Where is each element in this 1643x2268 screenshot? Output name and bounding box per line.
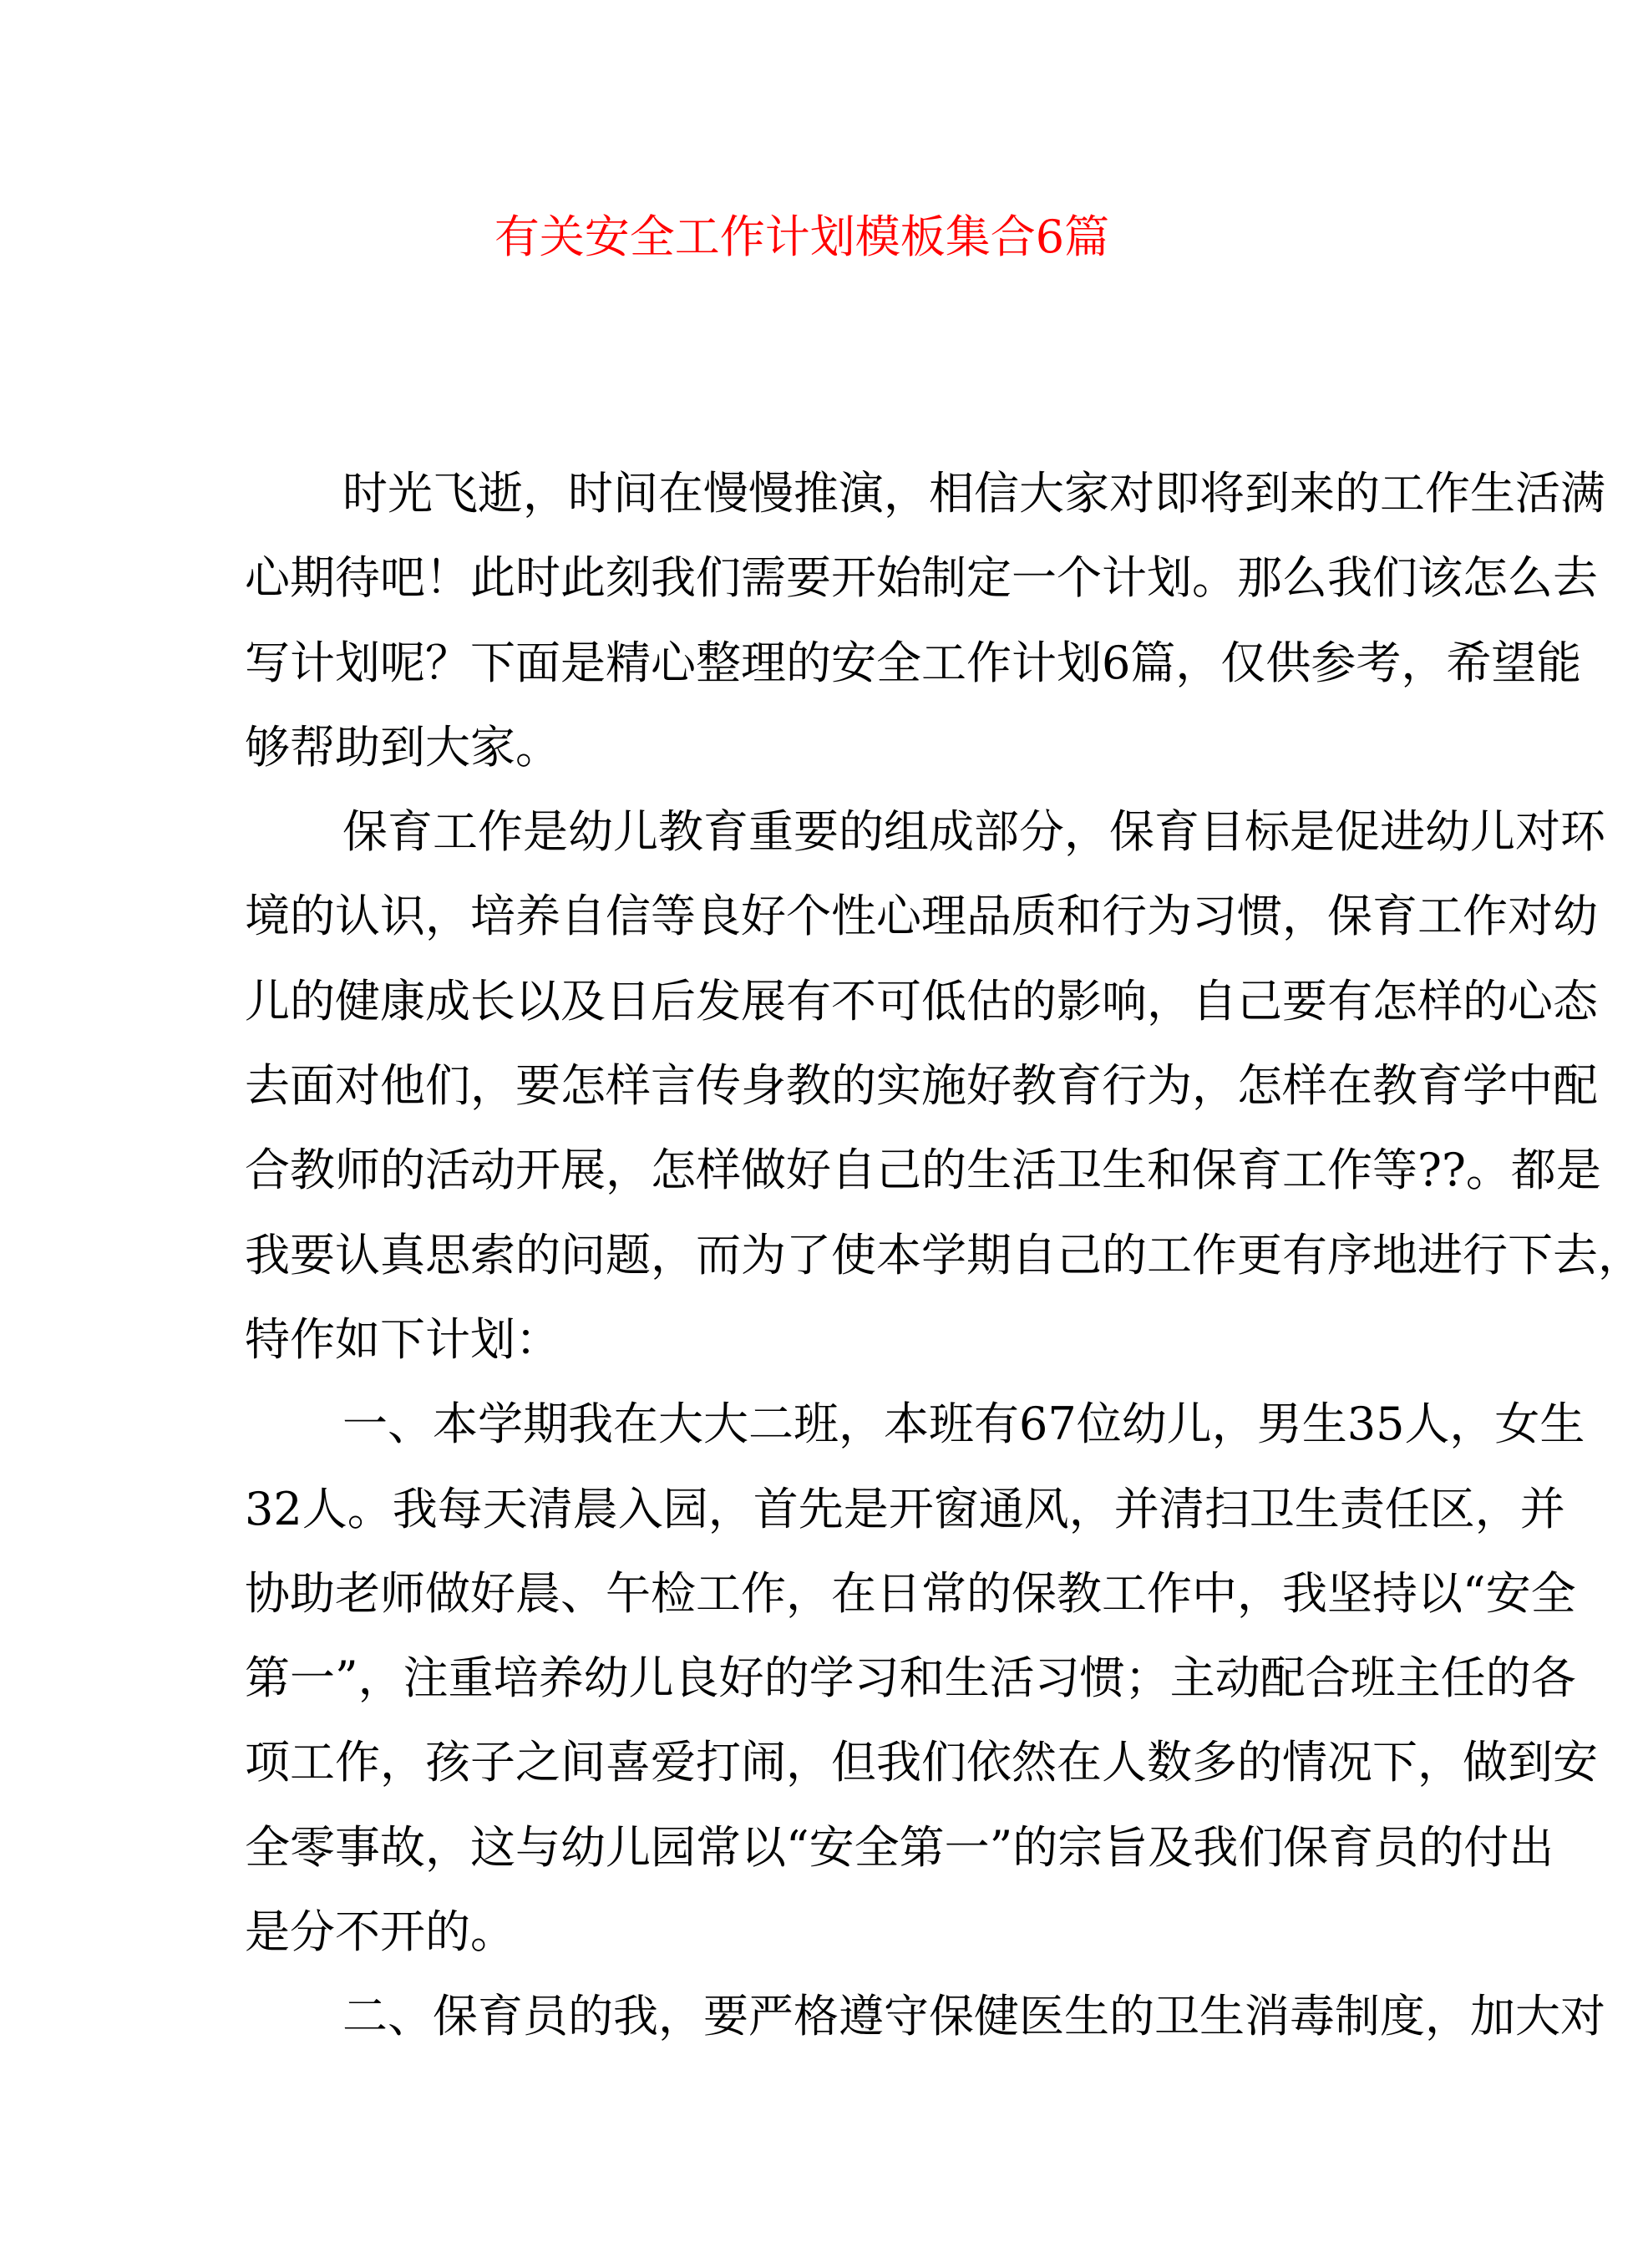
text-line: 32人。我每天清晨入园，首先是开窗通风，并清扫卫生责任区，并	[245, 1482, 1565, 1535]
text-line: 项工作，孩子之间喜爱打闹，但我们依然在人数多的情况下，做到安	[245, 1736, 1598, 1789]
document-title: 有关安全工作计划模板集合6篇	[494, 211, 1110, 263]
text-line: 儿的健康成长以及日后发展有不可低估的影响，自己要有怎样的心态	[245, 974, 1598, 1027]
text-line: 是分不开的。	[245, 1905, 515, 1959]
text-line: 去面对他们，要怎样言传身教的实施好教育行为，怎样在教育学中配	[245, 1059, 1598, 1113]
document-body	[245, 451, 1643, 2059]
text-line: 时光飞逝，时间在慢慢推演，相信大家对即将到来的工作生活满	[342, 467, 1605, 520]
text-line: 保育工作是幼儿教育重要的组成部分，保育目标是促进幼儿对环	[342, 805, 1605, 859]
text-line: 写计划呢？下面是精心整理的安全工作计划6篇，仅供参考，希望能	[245, 636, 1582, 689]
text-line: 心期待吧！此时此刻我们需要开始制定一个计划。那么我们该怎么去	[245, 551, 1598, 605]
paragraph-section-1	[245, 1382, 1598, 1974]
text-line: 特作如下计划：	[245, 1312, 560, 1366]
text-line: 一、本学期我在大大二班，本班有67位幼儿，男生35人，女生	[342, 1398, 1585, 1451]
text-line: 够帮助到大家。	[245, 720, 560, 774]
text-line: 我要认真思索的问题，而为了使本学期自己的工作更有序地进行下去，	[245, 1228, 1643, 1281]
text-line: 二、保育员的我，要严格遵守保健医生的卫生消毒制度，加大对	[342, 1990, 1605, 2043]
text-line: 全零事故，这与幼儿园常以“安全第一”的宗旨及我们保育员的付出	[245, 1820, 1554, 1874]
text-line: 第一”，注重培养幼儿良好的学习和生活习惯；主动配合班主任的各	[245, 1652, 1576, 1705]
paragraph-intro	[245, 451, 1605, 789]
text-line: 境的认识，培养自信等良好个性心理品质和行为习惯，保育工作对幼	[245, 890, 1598, 943]
text-line: 协助老师做好晨、午检工作，在日常的保教工作中，我坚持以“安全	[245, 1566, 1576, 1620]
paragraph-childcare	[245, 789, 1643, 1382]
paragraph-section-2	[245, 1974, 1605, 2058]
text-line: 合教师的活动开展，怎样做好自己的生活卫生和保育工作等??。都是	[245, 1144, 1601, 1197]
